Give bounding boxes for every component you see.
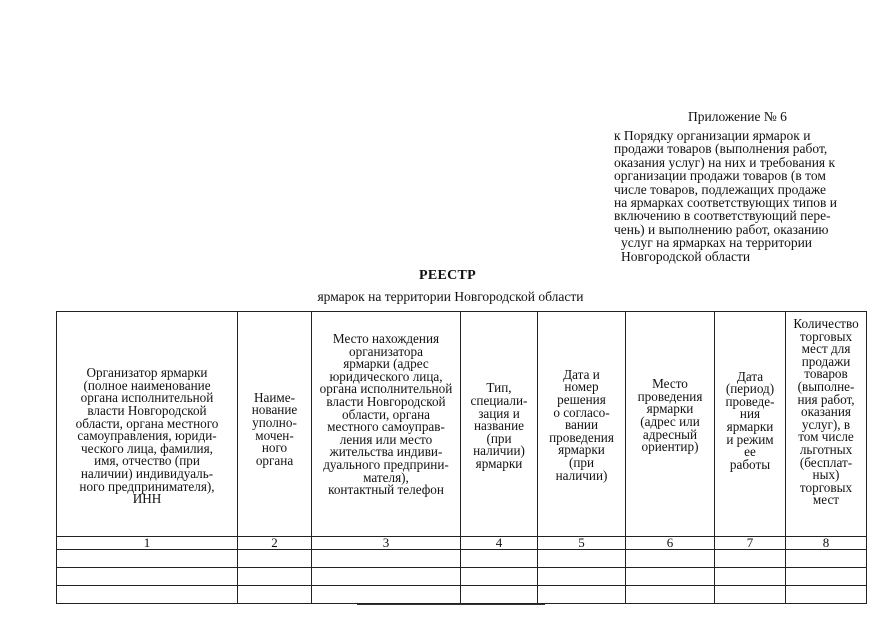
column-header-line: Дата и: [563, 366, 600, 382]
column-header-line: органа исполнительной: [319, 381, 453, 397]
column-header-line: власти Новгородской: [326, 393, 446, 409]
column-header-line: ческого лица, фамилия,: [81, 440, 213, 456]
footer-divider: [357, 604, 545, 605]
table-cell: [57, 568, 238, 586]
column-header-fair-location: [626, 312, 715, 537]
column-header-line: название: [474, 418, 524, 434]
column-header-line: дуального предприни-: [323, 456, 449, 472]
table-cell: [312, 568, 461, 586]
column-header-authorized-body: [238, 312, 312, 537]
table-cell: [238, 586, 312, 604]
appendix-line: включению в соответствующий пере-: [614, 208, 831, 224]
column-header-line: имя, отчество (при: [94, 453, 200, 469]
column-number: 6: [626, 537, 715, 550]
column-header-line: ярмарки: [646, 401, 694, 417]
column-header-line: наличии) индивидуаль-: [80, 465, 214, 481]
column-number: 2: [238, 537, 312, 550]
column-header-line: жительства индиви-: [329, 444, 443, 460]
column-header-line: льготных: [799, 441, 853, 457]
column-header-line: ярмарки: [726, 419, 774, 434]
column-header-line: специали-: [470, 393, 528, 409]
column-header-line: наличии): [555, 467, 608, 483]
table-row: [57, 568, 867, 586]
table-cell: [461, 586, 538, 604]
appendix-line: к Порядку организации ярмарок и: [614, 128, 811, 143]
column-header-line: торговых: [799, 328, 853, 344]
table-cell: [238, 550, 312, 568]
column-header-line: области, органа местного: [75, 415, 219, 431]
appendix-line: организации продажи товаров (в том: [614, 168, 826, 184]
column-header-line: (выполне-: [797, 378, 855, 394]
column-header-line: (период): [725, 381, 775, 397]
column-header-line: решения: [557, 392, 606, 408]
appendix-line: продажи товаров (выполнения работ,: [614, 141, 828, 157]
column-number: 5: [538, 537, 626, 550]
column-header-line: оказания: [801, 404, 851, 420]
column-header-line: контактный телефон: [328, 482, 444, 498]
table-cell: [715, 586, 786, 604]
table-cell: [312, 586, 461, 604]
column-header-line: продажи: [801, 353, 851, 369]
table-cell: [786, 550, 867, 568]
column-header-line: юридического лица,: [329, 368, 443, 384]
table-cell: [538, 550, 626, 568]
column-header-line: проведения: [637, 388, 703, 404]
column-header-line: Место: [652, 376, 688, 392]
column-header-line: зация и: [478, 405, 520, 421]
column-header-line: организатора: [349, 343, 423, 359]
table-header-row: [57, 312, 867, 537]
column-header-line: органа исполнительной: [80, 390, 214, 406]
document-subtitle: ярмарок на территории Новгородской области: [317, 289, 584, 304]
column-header-organizer: [57, 312, 238, 537]
table-cell: [626, 586, 715, 604]
column-header-line: власти Новгородской: [87, 403, 207, 419]
appendix-line: числе товаров, подлежащих продаже: [614, 181, 826, 197]
table-cell: [238, 568, 312, 586]
column-header-line: области, органа: [341, 406, 431, 422]
column-header-line: ИНН: [132, 491, 162, 507]
column-number: 1: [57, 537, 238, 550]
column-header-line: ния: [739, 406, 761, 422]
appendix-line: услуг на ярмарках на территории: [621, 235, 813, 251]
column-header-line: уполно-: [252, 414, 297, 430]
table-cell: [461, 550, 538, 568]
column-header-line: ных): [812, 467, 840, 483]
column-header-line: ярмарки: [558, 442, 605, 458]
column-number: 3: [312, 537, 461, 550]
table-cell: [626, 568, 715, 586]
column-header-line: (бесплат-: [799, 454, 853, 470]
column-header-line: услуг), в: [801, 416, 851, 432]
column-header-line: Дата: [736, 368, 764, 384]
appendix-title: Приложение № 6: [688, 109, 787, 124]
appendix-line: оказания услуг) на них и требования к: [614, 154, 836, 170]
document-title: РЕЕСТР: [418, 268, 477, 283]
column-header-line: ления или место: [339, 431, 433, 447]
table-cell: [786, 568, 867, 586]
column-header-line: мателя),: [363, 469, 409, 485]
column-header-line: товаров: [804, 366, 848, 382]
column-numbers-row: [57, 537, 867, 550]
column-header-line: Организатор ярмарки: [86, 365, 208, 381]
table-cell: [57, 550, 238, 568]
column-header-line: мочен-: [255, 427, 294, 443]
column-header-line: местного самоуправ-: [327, 419, 445, 435]
column-header-line: Наиме-: [253, 389, 296, 405]
column-header-line: торговых: [799, 479, 853, 495]
table-row: [57, 550, 867, 568]
appendix-line: Новгородской области: [621, 248, 751, 264]
column-header-line: ного предпринимателя),: [79, 478, 215, 494]
column-header-line: номер: [564, 379, 599, 395]
column-header-line: мест для: [801, 341, 851, 357]
column-header-decision: [538, 312, 626, 537]
table-cell: [57, 586, 238, 604]
table-cell: [715, 550, 786, 568]
column-number: 4: [461, 537, 538, 550]
column-header-line: работы: [729, 456, 771, 472]
column-header-line: Количество: [793, 316, 859, 331]
column-header-line: ориентир): [641, 439, 699, 455]
column-number: 8: [786, 537, 867, 550]
column-header-fair-dates: [715, 312, 786, 537]
appendix-reference: [614, 129, 876, 263]
column-header-line: органа: [255, 452, 294, 468]
column-header-line: самоуправления, юриди-: [77, 428, 217, 444]
column-header-line: и режим: [726, 431, 774, 447]
table-cell: [626, 550, 715, 568]
column-header-line: (при: [486, 430, 512, 446]
appendix-line: чень) и выполнению работ, оказанию: [614, 221, 829, 237]
table-cell: [312, 550, 461, 568]
column-header-line: ного: [261, 440, 288, 456]
table-cell: [538, 568, 626, 586]
column-number: 7: [715, 537, 786, 550]
column-header-line: проведе-: [725, 393, 775, 409]
column-header-line: (адрес или: [640, 414, 700, 429]
column-header-line: вании: [564, 417, 599, 433]
column-header-line: проведения: [549, 429, 614, 445]
column-header-line: ее: [744, 444, 756, 460]
column-header-line: (при: [568, 454, 595, 470]
table-cell: [461, 568, 538, 586]
table-cell: [786, 586, 867, 604]
column-header-line: о согласо-: [553, 404, 610, 420]
column-header-trade-places: [786, 312, 867, 537]
appendix-line: на ярмарках соответствующих типов и: [614, 195, 838, 211]
column-header-line: (полное наименование: [83, 377, 211, 393]
column-header-line: том числе: [798, 429, 854, 445]
column-header-line: мест: [812, 492, 840, 508]
column-header-line: Тип,: [486, 380, 512, 396]
column-header-line: Место нахождения: [332, 331, 440, 346]
column-header-line: ярмарки (адрес: [343, 356, 429, 372]
table-cell: [715, 568, 786, 586]
column-header-line: наличии): [473, 443, 525, 459]
table-cell: [538, 586, 626, 604]
column-header-line: ярмарки: [475, 455, 523, 471]
column-header-fair-type: [461, 312, 538, 537]
column-header-line: нование: [251, 402, 298, 418]
column-header-line: ния работ,: [797, 391, 855, 407]
column-header-line: адресный: [642, 426, 698, 442]
column-header-organizer-address: [312, 312, 461, 537]
table-row: [57, 586, 867, 604]
registry-table: [56, 311, 867, 604]
